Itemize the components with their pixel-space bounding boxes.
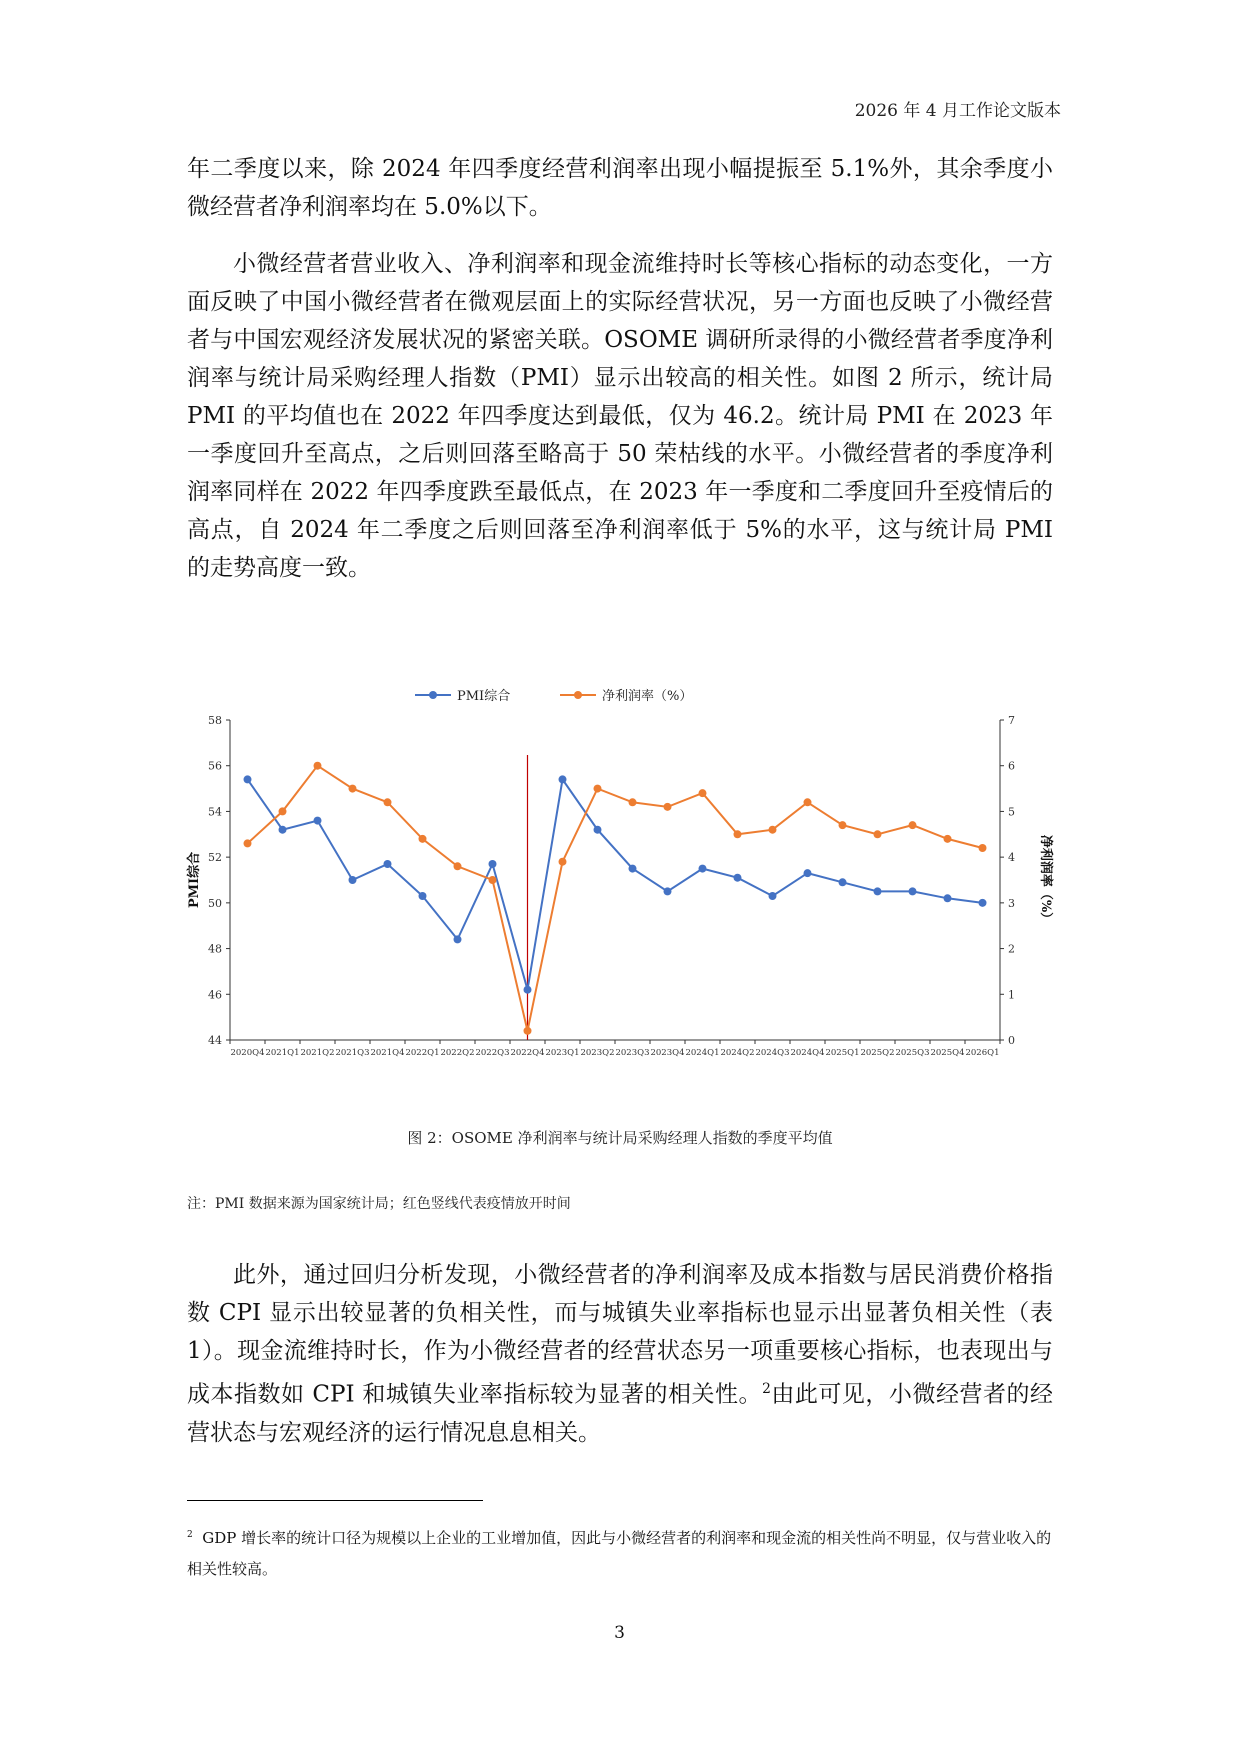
profit-point — [699, 789, 707, 797]
y-tick-label-right: 1 — [1008, 988, 1015, 1002]
x-tick-label: 2020Q4 — [230, 1048, 265, 1058]
x-tick-label: 2025Q3 — [895, 1048, 930, 1058]
x-tick-label: 2024Q3 — [755, 1048, 790, 1058]
pmi-point — [279, 826, 287, 834]
profit-point — [314, 762, 322, 770]
x-tick-label: 2023Q3 — [615, 1048, 650, 1058]
y-tick-label-right: 4 — [1008, 851, 1015, 865]
paragraph-2-text: 小微经营者营业收入、净利润率和现金流维持时长等核心指标的动态变化，一方面反映了中国小微经营者在微观层面上的实际经营状况，另一方面也反映了小微经营者与中国宏观经济发展状况的紧密关联。OSOME 调研所录得的小微经营者季度净利润率与统计局采购经理人指数（PMI）显示出较高的相关性。如图 2 所示，统计局 PMI 的平均值也在 2022 年四季度达到最低，仅为 46.2。统计局 PMI 在 2023 年一季度回升至高点，之后则回落至略高于 50 荣枯线的水平。小微经营者的季度净利润率同样在 2022 年四季度跌至最低点，在 2023 年一季度和二季度回升至疫情后的高点，自 2024 年二季度之后则回落至净利润率低于 5%的水平，这与统计局 PMI 的走势高度一致。 — [187, 251, 1053, 581]
y-tick-label-right: 6 — [1008, 759, 1015, 773]
y-tick-label-left: 52 — [208, 851, 222, 865]
pmi-profit-chart — [180, 675, 1060, 1095]
pmi-point — [349, 876, 357, 884]
pmi-point — [734, 874, 742, 882]
x-tick-label: 2025Q1 — [825, 1048, 860, 1058]
profit-point — [279, 807, 287, 815]
y-tick-label-left: 54 — [208, 805, 222, 819]
x-tick-label: 2023Q2 — [580, 1048, 615, 1058]
pmi-point — [804, 869, 812, 877]
page-number: 3 — [614, 1623, 625, 1643]
paragraph-1-text: 年二季度以来，除 2024 年四季度经营利润率出现小幅提振至 5.1%外，其余季度小微经营者净利润率均在 5.0%以下。 — [187, 156, 1053, 220]
profit-point — [559, 858, 567, 866]
pmi-point — [839, 878, 847, 886]
x-tick-label: 2026Q1 — [965, 1048, 1000, 1058]
pmi-point — [594, 826, 602, 834]
pmi-point — [314, 817, 322, 825]
x-tick-label: 2022Q3 — [475, 1048, 510, 1058]
y-tick-label-left: 46 — [208, 988, 222, 1002]
x-tick-label: 2024Q1 — [685, 1048, 720, 1058]
legend-pmi-marker — [429, 691, 437, 699]
pmi-point — [979, 899, 987, 907]
y-tick-label-right: 2 — [1008, 942, 1015, 956]
chart-svg — [180, 675, 1060, 1095]
paragraph-3-tail: 由此可见，小微经营者的经营状态与宏观经济的运行情况息息相关。 — [187, 1381, 1054, 1446]
footnote — [187, 1520, 1053, 1585]
figure-caption: 图 2：OSOME 净利润率与统计局采购经理人指数的季度平均值 — [407, 1129, 833, 1147]
profit-point — [874, 830, 882, 838]
profit-point — [804, 798, 812, 806]
x-tick-label: 2024Q4 — [790, 1048, 825, 1058]
profit-point — [244, 839, 252, 847]
pmi-point — [629, 865, 637, 873]
profit-point — [594, 785, 602, 793]
pmi-point — [454, 935, 462, 943]
x-tick-label: 2021Q2 — [300, 1048, 335, 1058]
pmi-point — [489, 860, 497, 868]
pmi-series-line — [248, 779, 983, 989]
profit-point — [944, 835, 952, 843]
pmi-point — [419, 892, 427, 900]
footnote-marker: 2 — [187, 1530, 193, 1540]
footnote-ref[interactable]: 2 — [762, 1381, 771, 1397]
pmi-point — [874, 887, 882, 895]
pmi-point — [664, 887, 672, 895]
x-tick-label: 2023Q4 — [650, 1048, 685, 1058]
profit-point — [419, 835, 427, 843]
profit-point — [664, 803, 672, 811]
paragraph-2 — [187, 245, 1053, 587]
y-tick-label-left: 56 — [208, 759, 222, 773]
y-tick-label-left: 44 — [208, 1034, 222, 1047]
y-tick-label-left: 50 — [208, 896, 222, 910]
profit-point — [349, 785, 357, 793]
pmi-point — [244, 775, 252, 783]
profit-series-line — [248, 766, 983, 1031]
y-tick-label-right: 0 — [1008, 1034, 1015, 1047]
profit-point — [629, 798, 637, 806]
x-tick-label: 2022Q4 — [510, 1048, 545, 1058]
profit-point — [524, 1027, 532, 1035]
page-header: 2026 年 4 月工作论文版本 — [854, 101, 1061, 121]
x-tick-label: 2021Q1 — [265, 1048, 300, 1058]
profit-point — [489, 876, 497, 884]
paragraph-1 — [187, 150, 1053, 226]
x-tick-label: 2022Q1 — [405, 1048, 440, 1058]
pmi-point — [909, 887, 917, 895]
pmi-point — [524, 986, 532, 994]
paragraph-3-text — [187, 1256, 1053, 1452]
profit-point — [839, 821, 847, 829]
x-tick-label: 2023Q1 — [545, 1048, 580, 1058]
legend-profit-marker — [574, 691, 582, 699]
y-tick-label-left: 48 — [208, 942, 222, 956]
profit-point — [734, 830, 742, 838]
legend-profit-label: 净利润率（%） — [602, 689, 693, 704]
y-tick-label-right: 7 — [1008, 714, 1015, 727]
pmi-point — [699, 865, 707, 873]
profit-point — [769, 826, 777, 834]
y-tick-label-right: 5 — [1008, 805, 1015, 819]
y-axis-title-left: PMI综合 — [187, 851, 202, 909]
profit-point — [454, 862, 462, 870]
pmi-point — [944, 894, 952, 902]
y-tick-label-right: 3 — [1008, 896, 1015, 910]
y-tick-label-left: 58 — [208, 714, 222, 727]
profit-point — [384, 798, 392, 806]
x-tick-label: 2022Q2 — [440, 1048, 475, 1058]
figure-note: 注：PMI 数据来源为国家统计局；红色竖线代表疫情放开时间 — [187, 1196, 571, 1212]
x-tick-label: 2021Q4 — [370, 1048, 405, 1058]
profit-point — [909, 821, 917, 829]
profit-point — [979, 844, 987, 852]
paragraph-3 — [187, 1256, 1053, 1452]
x-tick-label: 2021Q3 — [335, 1048, 370, 1058]
pmi-point — [384, 860, 392, 868]
footnote-text: GDP 增长率的统计口径为规模以上企业的工业增加值，因此与小微经营者的利润率和现金流的相关性尚不明显，仅与营业收入的相关性较高。 — [187, 1529, 1052, 1578]
x-tick-label: 2025Q4 — [930, 1048, 965, 1058]
legend-pmi-label: PMI综合 — [457, 689, 511, 704]
x-tick-label: 2025Q2 — [860, 1048, 895, 1058]
footnote-rule — [187, 1500, 483, 1501]
x-tick-label: 2024Q2 — [720, 1048, 755, 1058]
paragraph-3-main: 此外，通过回归分析发现，小微经营者的净利润率及成本指数与居民消费价格指数 CPI 显示出较显著的负相关性，而与城镇失业率指标也显示出显著负相关性（表 1）。现金流维持时长，作为小微经营者的经营状态另一项重要核心指标，也表现出与成本指数如 CPI 和城镇失业率指标较为显著的相关性。 — [187, 1262, 1053, 1408]
pmi-point — [769, 892, 777, 900]
y-axis-title-right: 净利润率（%） — [1038, 834, 1053, 926]
pmi-point — [559, 775, 567, 783]
